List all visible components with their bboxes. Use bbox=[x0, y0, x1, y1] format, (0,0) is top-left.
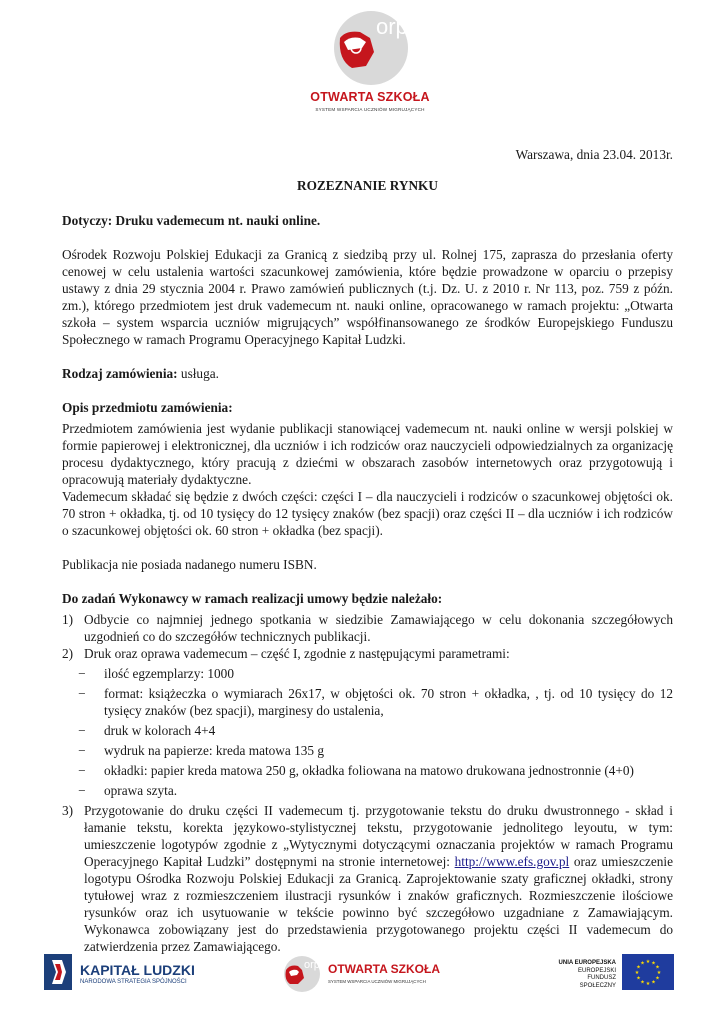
tasks-heading: Do zadań Wykonawcy w ramach realizacji umowy będzie należało: bbox=[62, 591, 443, 606]
logo-subtitle: SYSTEM WSPARCIA UCZNIÓW MIGRUJĄCYCH bbox=[315, 107, 425, 112]
parameter-item bbox=[62, 665, 673, 682]
header-logo bbox=[300, 8, 440, 118]
kl-title: KAPITAŁ LUDZKI bbox=[80, 962, 195, 978]
orpeg-small-icon bbox=[280, 954, 333, 994]
dash-bullet: − bbox=[78, 783, 86, 798]
document-body bbox=[62, 146, 673, 955]
description-paragraph-1: Przedmiotem zamówienia jest wydanie publikacji stanowiącej vademecum nt. nauki online w wersji polskiej w formie papierowej i elektronicznej, dla uczniów i ich rodziców oraz nauczycieli odpowiedzialnych za organizację procesu dydaktycznego, który pracują z dziećmi w obszarach zasobów internetowych oraz przygotowują i opracowują materiały dydaktyczne. bbox=[62, 421, 673, 487]
parameter-item bbox=[62, 782, 673, 799]
intro-paragraph: Ośrodek Rozwoju Polskiej Edukacji za Granicą z siedzibą przy ul. Rolnej 175, zaprasza do przesłania oferty cenowej w celu ustalenia wartości szacunkowej zamówienia, które będzie prowadzone w oparciu o przepisy ustawy z dnia 29 stycznia 2004 r. Prawo zamówień publicznych (t.j. Dz. U. z 2010 r. Nr 113, poz. 759 z późn. zm.), którego przedmiotem jest druk vademecum nt. nauki online, opracowanego w ramach projektu: „Otwarta szkoła – system wsparcia uczniów migrujących” współfinansowanego ze środków Europejskiego Funduszu Społecznego w ramach Programu Operacyjnego Kapitał Ludzki. bbox=[62, 247, 673, 347]
parameter-text: druk w kolorach 4+4 bbox=[104, 723, 216, 738]
kapital-ludzki-icon bbox=[40, 950, 76, 994]
order-type bbox=[62, 365, 673, 382]
eu-star-icon: ★ bbox=[636, 965, 641, 971]
otwarta-szkola-footer-logo bbox=[280, 954, 450, 994]
parameter-text: format: książeczka o wymiarach 26x17, w objętości ok. 70 stron + okładka, , tj. od 10 tysięcy do 12 tysięcy znaków (bez spacji), marginesy do ustalenia, bbox=[104, 686, 673, 718]
task-item bbox=[62, 645, 673, 662]
parameter-text: oprawa szyta. bbox=[104, 783, 178, 798]
eu-line-1: UNIA EUROPEJSKA bbox=[558, 960, 616, 966]
order-type-value: usługa. bbox=[177, 366, 219, 381]
dash-bullet: − bbox=[78, 666, 86, 681]
tasks-list-continued bbox=[62, 802, 673, 955]
document-title: ROZEZNANIE RYNKU bbox=[296, 178, 438, 193]
eu-star-icon: ★ bbox=[640, 980, 645, 986]
kapital-ludzki-logo bbox=[40, 948, 200, 998]
efs-link[interactable]: http://www.efs.gov.pl bbox=[454, 854, 570, 869]
logo-letters: orpeg bbox=[376, 14, 433, 39]
parameter-text: wydruk na papierze: kreda matowa 135 g bbox=[104, 743, 325, 758]
task-text-continued: oraz umieszczenie logotypu Ośrodka Rozwoju Polskiej Edukacji za Granicą. Zaprojektowanie szaty graficznej okładki, strony tytułowej wraz z rozmieszczeniem ilustracji rysunków i znaków graficznych. Rozmieszczenie ilościowe rysunków oraz ich usytuowanie w tekście powinno być szczegółowo uzgadniane z Zamawiającym. Wykonawca zobowiązany jest do przedstawienia przygotowanego projektu części II vademecum do zatwierdzenia przez Zamawiającego. bbox=[84, 854, 673, 954]
description-heading: Opis przedmiotu zamówienia: bbox=[62, 400, 233, 415]
task-number: 1) bbox=[62, 612, 74, 627]
orpeg-logo-icon bbox=[326, 8, 433, 92]
task-item bbox=[62, 611, 673, 645]
parameter-text: okładki: papier kreda matowa 250 g, okładka foliowana na matowo drukowana jednostronnie (4+0) bbox=[104, 763, 634, 778]
tasks-list bbox=[62, 611, 673, 662]
order-type-label: Rodzaj zamówienia: bbox=[62, 366, 178, 381]
os-title: OTWARTA SZKOŁA bbox=[328, 962, 440, 976]
os-letters: orpeg bbox=[304, 959, 333, 971]
os-subtitle: SYSTEM WSPARCIA UCZNIÓW MIGRUJĄCYCH bbox=[328, 979, 426, 984]
logo-title: OTWARTA SZKOŁA bbox=[310, 90, 430, 104]
eu-stars-icon bbox=[622, 954, 674, 990]
dash-bullet: − bbox=[78, 763, 86, 778]
parameter-item bbox=[62, 762, 673, 779]
eu-star-icon: ★ bbox=[636, 976, 641, 982]
footer-logos bbox=[0, 938, 725, 1008]
eu-star-icon: ★ bbox=[640, 961, 645, 967]
eu-star-icon: ★ bbox=[651, 980, 656, 986]
document-subject: Dotyczy: Druku vademecum nt. nauki online. bbox=[62, 213, 321, 228]
eu-line-3: FUNDUSZ SPOŁECZNY bbox=[579, 975, 616, 989]
task-text: Druk oraz oprawa vademecum – część I, zgodnie z następującymi parametrami: bbox=[84, 646, 510, 661]
task-text: Przygotowanie do druku części II vademecum tj. przygotowanie tekstu do druku dwustronnego - skład i łamanie tekstu, korekta językowo-stylistycznej tekstu, przygotowanie jednolitego leyoutu, w tym: umieszczenie logotypów zgodnie z „Wytycznymi dotyczącymi oznaczania projektów w ramach Programu Operacyjnego Kapitał Ludzki” dostępnymi na stronie internetowej: bbox=[84, 803, 673, 869]
parameters-list bbox=[62, 665, 673, 799]
parameter-item bbox=[62, 742, 673, 759]
eu-star-icon: ★ bbox=[634, 971, 640, 976]
kl-subtitle: NARODOWA STRATEGIA SPÓJNOŚCI bbox=[80, 979, 187, 985]
eu-line-2: EUROPEJSKI bbox=[577, 967, 616, 974]
description-paragraph-2: Vademecum składać się będzie z dwóch części: części I – dla nauczycieli i rodziców o szacunkowej objętości ok. 70 stron + okładka, tj. od 10 tysięcy do 12 tysięcy znaków (bez spacji) oraz części II – dla uczniów i ich rodziców o szacunkowej objętości ok. 60 stron + okładka (bez spacji). bbox=[62, 489, 673, 538]
dash-bullet: − bbox=[78, 686, 86, 701]
dash-bullet: − bbox=[78, 743, 86, 758]
isbn-note: Publikacja nie posiada nadanego numeru ISBN. bbox=[62, 557, 317, 572]
document-date: Warszawa, dnia 23.04. 2013r. bbox=[515, 147, 673, 162]
eu-star-icon: ★ bbox=[645, 982, 651, 987]
eu-logo bbox=[550, 954, 680, 998]
task-text: Odbycie co najmniej jednego spotkania w siedzibie Zamawiającego w celu dokonania szczegółowych uzgodnień co do szczegółów technicznych publikacji. bbox=[84, 612, 673, 644]
task-number: 2) bbox=[62, 646, 74, 661]
eu-star-icon: ★ bbox=[656, 971, 662, 976]
parameter-item bbox=[62, 722, 673, 739]
eu-text bbox=[550, 960, 616, 990]
dash-bullet: − bbox=[78, 723, 86, 738]
task-number: 3) bbox=[62, 803, 74, 818]
eu-star-icon: ★ bbox=[645, 960, 651, 965]
eu-star-icon: ★ bbox=[655, 965, 660, 971]
task-item bbox=[62, 802, 673, 955]
eu-flag-icon bbox=[622, 954, 674, 990]
eu-star-icon: ★ bbox=[651, 961, 656, 967]
eu-star-icon: ★ bbox=[655, 976, 660, 982]
parameter-text: ilość egzemplarzy: 1000 bbox=[104, 666, 234, 681]
parameter-item bbox=[62, 685, 673, 719]
